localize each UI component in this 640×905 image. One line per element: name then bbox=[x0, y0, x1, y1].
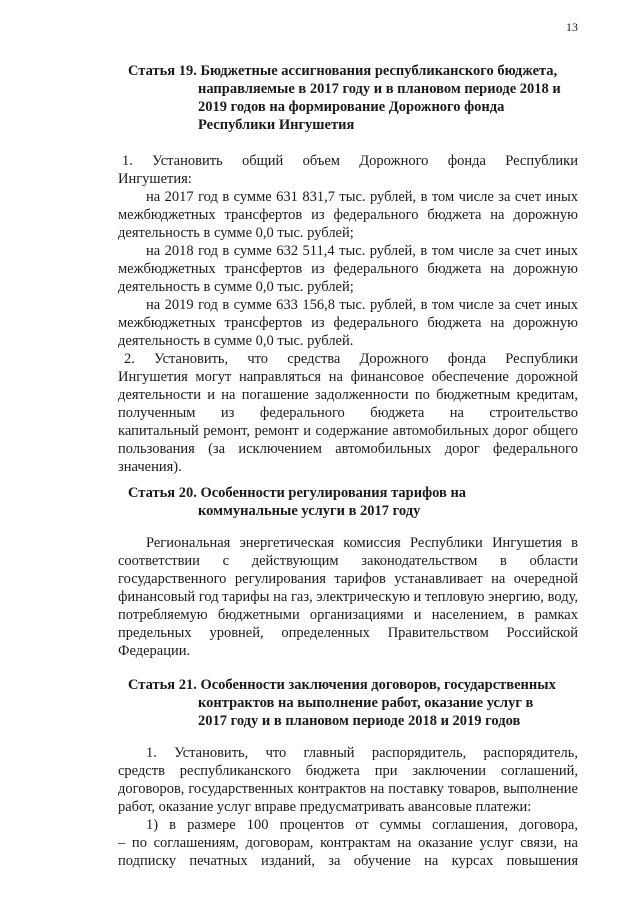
text-line: Ингушетия: bbox=[118, 171, 192, 187]
text-line: потребляемую бюджетными организациями и населением, в рамках bbox=[118, 607, 578, 623]
text-line: – по соглашениям, договорам, контрактам на оказание услуг связи, на bbox=[118, 835, 578, 851]
text-line: деятельность в сумме 0,0 тыс. рублей. bbox=[118, 333, 354, 349]
text-line: 1. Установить общий объем Дорожного фонда Республики bbox=[122, 153, 578, 169]
heading-line: Статья 20. Особенности регулирования тарифов на bbox=[128, 485, 467, 501]
text-line: на 2019 год в сумме 633 156,8 тыс. рублей, в том числе за счет иных bbox=[146, 297, 578, 313]
text-line: финансовый год тарифы на газ, электрическую и тепловую энергию, воду, bbox=[118, 589, 578, 605]
text-line: капитальный ремонт, ремонт и содержание автомобильных дорог общего bbox=[118, 423, 578, 439]
text-line: деятельность в сумме 0,0 тыс. рублей; bbox=[118, 279, 354, 295]
text-line: Региональная энергетическая комиссия Республики Ингушетия в bbox=[146, 535, 578, 551]
heading-line: Республики Ингушетия bbox=[198, 117, 355, 133]
text-line: межбюджетных трансфертов из федерального бюджета на дорожную bbox=[118, 261, 578, 277]
page-number: 13 bbox=[566, 20, 578, 34]
heading-line: 2017 году и в плановом периоде 2018 и 2019 годов bbox=[198, 713, 521, 729]
text-line: 1. Установить, что главный распорядитель, распорядитель, bbox=[146, 745, 578, 761]
text-line: Федерации. bbox=[118, 643, 191, 659]
text-line: межбюджетных трансфертов из федерального бюджета на дорожную bbox=[118, 315, 578, 331]
heading-line: направляемые в 2017 году и в плановом периоде 2018 и bbox=[198, 81, 561, 97]
heading-line: коммунальные услуги в 2017 году bbox=[198, 503, 421, 519]
text-line: пользования (за исключением автомобильных дорог федерального bbox=[118, 441, 578, 457]
text-line: 1) в размере 100 процентов от суммы соглашения, договора, bbox=[146, 817, 578, 833]
text-line: на 2018 год в сумме 632 511,4 тыс. рублей, в том числе за счет иных bbox=[146, 243, 578, 259]
heading-line: 2019 годов на формирование Дорожного фонда bbox=[198, 99, 505, 115]
text-line: межбюджетных трансфертов из федерального бюджета на дорожную bbox=[118, 207, 578, 223]
heading-line: Статья 19. Бюджетные ассигнования республиканского бюджета, bbox=[128, 63, 558, 79]
text-line: значения). bbox=[118, 459, 182, 475]
text-line: предельных уровней, определенных Правительством Российской bbox=[118, 625, 578, 641]
text-line: соответствии с действующим законодательством в области bbox=[118, 553, 578, 569]
text-line: Ингушетия могут направляться на финансовое обеспечение дорожной bbox=[118, 369, 578, 385]
text-line: средств республиканского бюджета при заключении соглашений, bbox=[118, 763, 578, 779]
article-20-body bbox=[118, 534, 578, 660]
text-line: договоров, государственных контрактов на поставку товаров, выполнение bbox=[118, 781, 578, 797]
text-line: государственного регулирования тарифов устанавливает на очередной bbox=[118, 571, 578, 587]
heading-line: контрактов на выполнение работ, оказание услуг в bbox=[198, 695, 534, 711]
article-19-body bbox=[118, 152, 578, 476]
text-line: полученным из федерального бюджета на строительство bbox=[118, 405, 578, 421]
text-line: на 2017 год в сумме 631 831,7 тыс. рублей, в том числе за счет иных bbox=[146, 189, 578, 205]
article-20-heading bbox=[128, 484, 466, 520]
article-21-body bbox=[118, 744, 578, 870]
heading-line: Статья 21. Особенности заключения договоров, государственных bbox=[128, 677, 556, 693]
text-line: 2. Установить, что средства Дорожного фонда Республики bbox=[124, 351, 578, 367]
text-line: деятельности и на погашение задолженности по бюджетным кредитам, bbox=[118, 387, 578, 403]
article-21-heading bbox=[128, 676, 556, 730]
article-19-heading bbox=[128, 62, 561, 134]
text-line: деятельность в сумме 0,0 тыс. рублей; bbox=[118, 225, 354, 241]
text-line: работ, оказание услуг вправе предусматривать авансовые платежи: bbox=[118, 799, 532, 815]
text-line: подписку печатных изданий, за обучение на курсах повышения bbox=[118, 853, 578, 869]
